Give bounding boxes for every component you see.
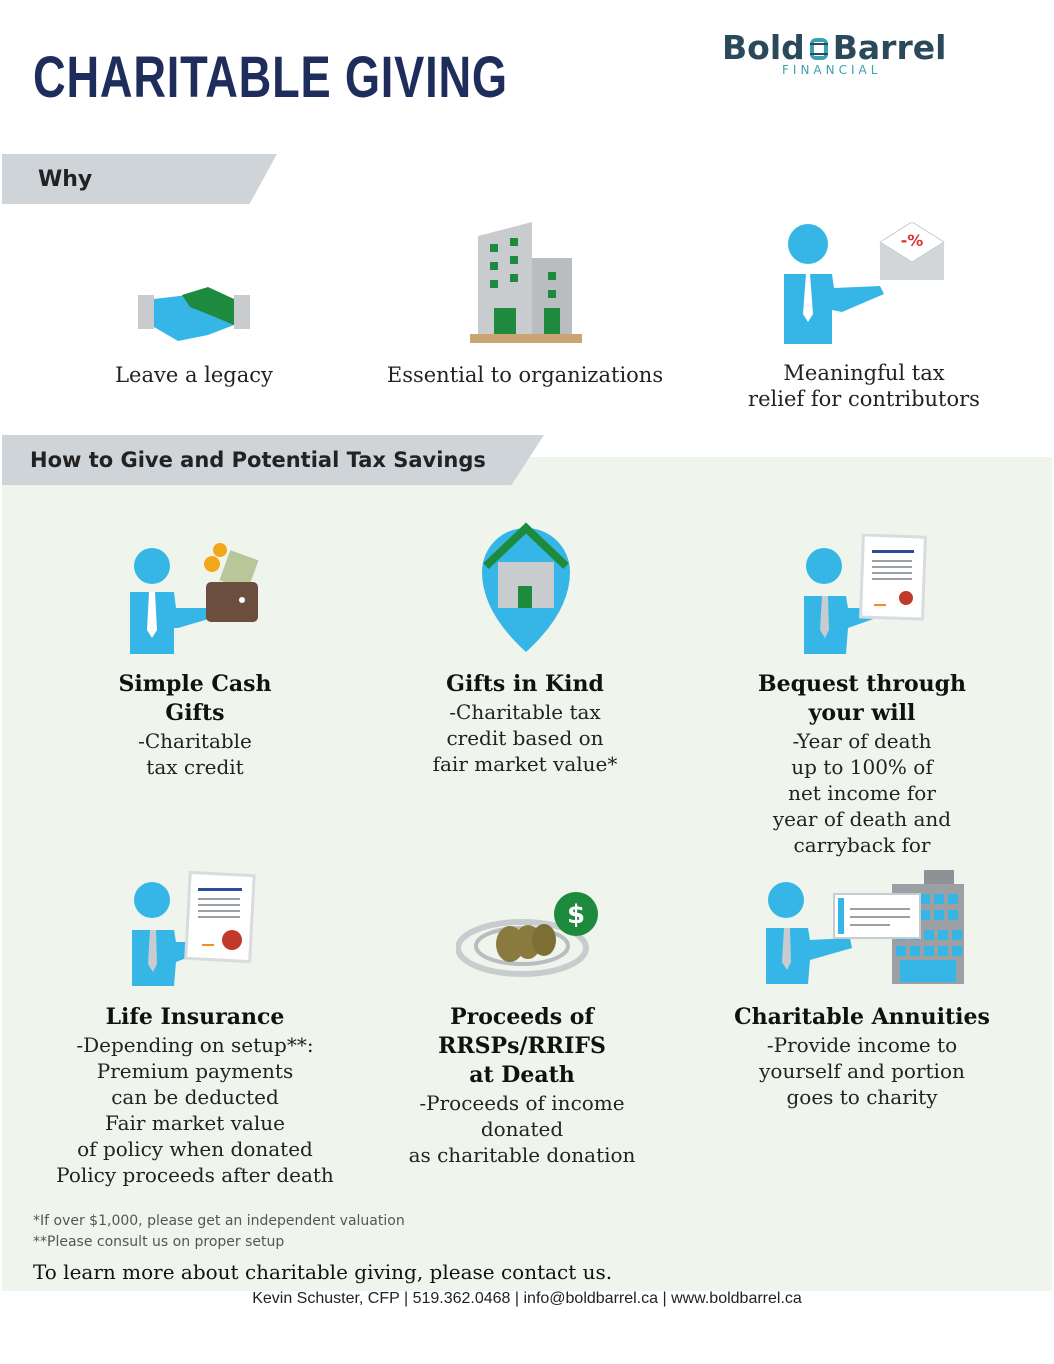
card-text-line: credit based on <box>446 726 604 750</box>
how-heading: How to Give and Potential Tax Savings <box>30 448 486 472</box>
card-text-line: carryback for <box>793 833 931 857</box>
contact-info-line: Kevin Schuster, CFP | 519.362.0468 | info@boldbarrel.ca | www.boldbarrel.ca <box>252 1290 802 1307</box>
why-label-tax-relief <box>704 360 1024 412</box>
card-text-line: year of death and <box>772 807 952 831</box>
card-text-line: -Year of death <box>792 729 932 753</box>
footnotes <box>33 1211 405 1253</box>
card-title-line: Gifts in Kind <box>446 671 604 697</box>
office-building-icon <box>470 222 582 348</box>
card-simple-cash-gifts <box>30 670 360 780</box>
card-text-line: Premium payments <box>96 1059 294 1083</box>
why-label-legacy: Leave a legacy <box>115 363 273 387</box>
card-text-line: tax credit <box>146 755 244 779</box>
why-label-organizations: Essential to organizations <box>386 363 664 387</box>
card-text-line: donated <box>480 1117 564 1141</box>
card-text-line: of policy when donated <box>77 1137 313 1161</box>
logo-word-right: Barrel <box>832 28 947 67</box>
card-text-line: up to 100% of <box>791 755 933 779</box>
footnote-setup: **Please consult us on proper setup <box>33 1234 285 1250</box>
card-title-line: your will <box>808 700 916 726</box>
card-text-line: Policy proceeds after death <box>56 1163 334 1187</box>
card-title-line: Bequest through <box>758 671 966 697</box>
card-rrsp-rrif <box>357 1003 687 1168</box>
logo-word-left: Bold <box>722 28 805 67</box>
card-gifts-in-kind <box>360 670 690 777</box>
card-charitable-annuities <box>697 1003 1027 1110</box>
house-location-pin-icon <box>476 522 576 658</box>
card-title-line: Proceeds of <box>450 1004 594 1030</box>
person-with-wallet-icon <box>128 542 264 658</box>
card-text-line: Fair market value <box>105 1111 285 1135</box>
person-with-will-document-icon <box>802 534 928 658</box>
card-text-line: goes to charity <box>786 1085 938 1109</box>
page-title: CHARITABLE GIVING <box>33 45 508 110</box>
envelope-badge-text: -% <box>900 231 924 250</box>
card-text-line: fair market value* <box>432 752 618 776</box>
card-title-line: at Death <box>469 1062 575 1088</box>
logo-subtitle: FINANCIAL <box>782 63 882 77</box>
nest-eggs-dollar-icon <box>456 890 600 986</box>
card-text-line: net income for <box>788 781 936 805</box>
company-logo <box>722 28 952 77</box>
barrel-icon <box>808 31 830 57</box>
card-title-line: Life Insurance <box>105 1004 285 1030</box>
card-text-line: -Depending on setup**: <box>76 1033 314 1057</box>
card-text-line: can be deducted <box>111 1085 279 1109</box>
card-title-line: Charitable Annuities <box>734 1004 990 1030</box>
why-heading: Why <box>38 167 93 192</box>
card-text-line: -Charitable tax <box>449 700 601 724</box>
card-title-line: Gifts <box>165 700 225 726</box>
person-with-envelope-icon <box>780 222 950 350</box>
card-text-line: -Provide income to <box>766 1033 958 1057</box>
card-text-line: yourself and portion <box>759 1059 965 1083</box>
card-text-line: -Proceeds of income <box>419 1091 625 1115</box>
footnote-valuation: *If over $1,000, please get an independent valuation <box>33 1213 405 1229</box>
card-text-line: -Charitable <box>138 729 252 753</box>
card-title-line: RRSPs/RRIFS <box>438 1033 606 1059</box>
card-text-line: as charitable donation <box>408 1143 636 1167</box>
person-with-insurance-document-icon <box>130 870 256 990</box>
handshake-icon <box>138 285 250 349</box>
dollar-sign-text: $ <box>566 900 586 930</box>
why-label-tax-relief-line1: Meaningful tax <box>783 361 945 385</box>
card-life-insurance <box>30 1003 360 1188</box>
card-title-line: Simple Cash <box>118 671 272 697</box>
card-bequest <box>697 670 1027 858</box>
contact-call-to-action: To learn more about charitable giving, please contact us. <box>33 1260 613 1284</box>
why-label-tax-relief-line2: relief for contributors <box>748 387 980 411</box>
person-with-cheque-building-icon <box>764 868 966 990</box>
